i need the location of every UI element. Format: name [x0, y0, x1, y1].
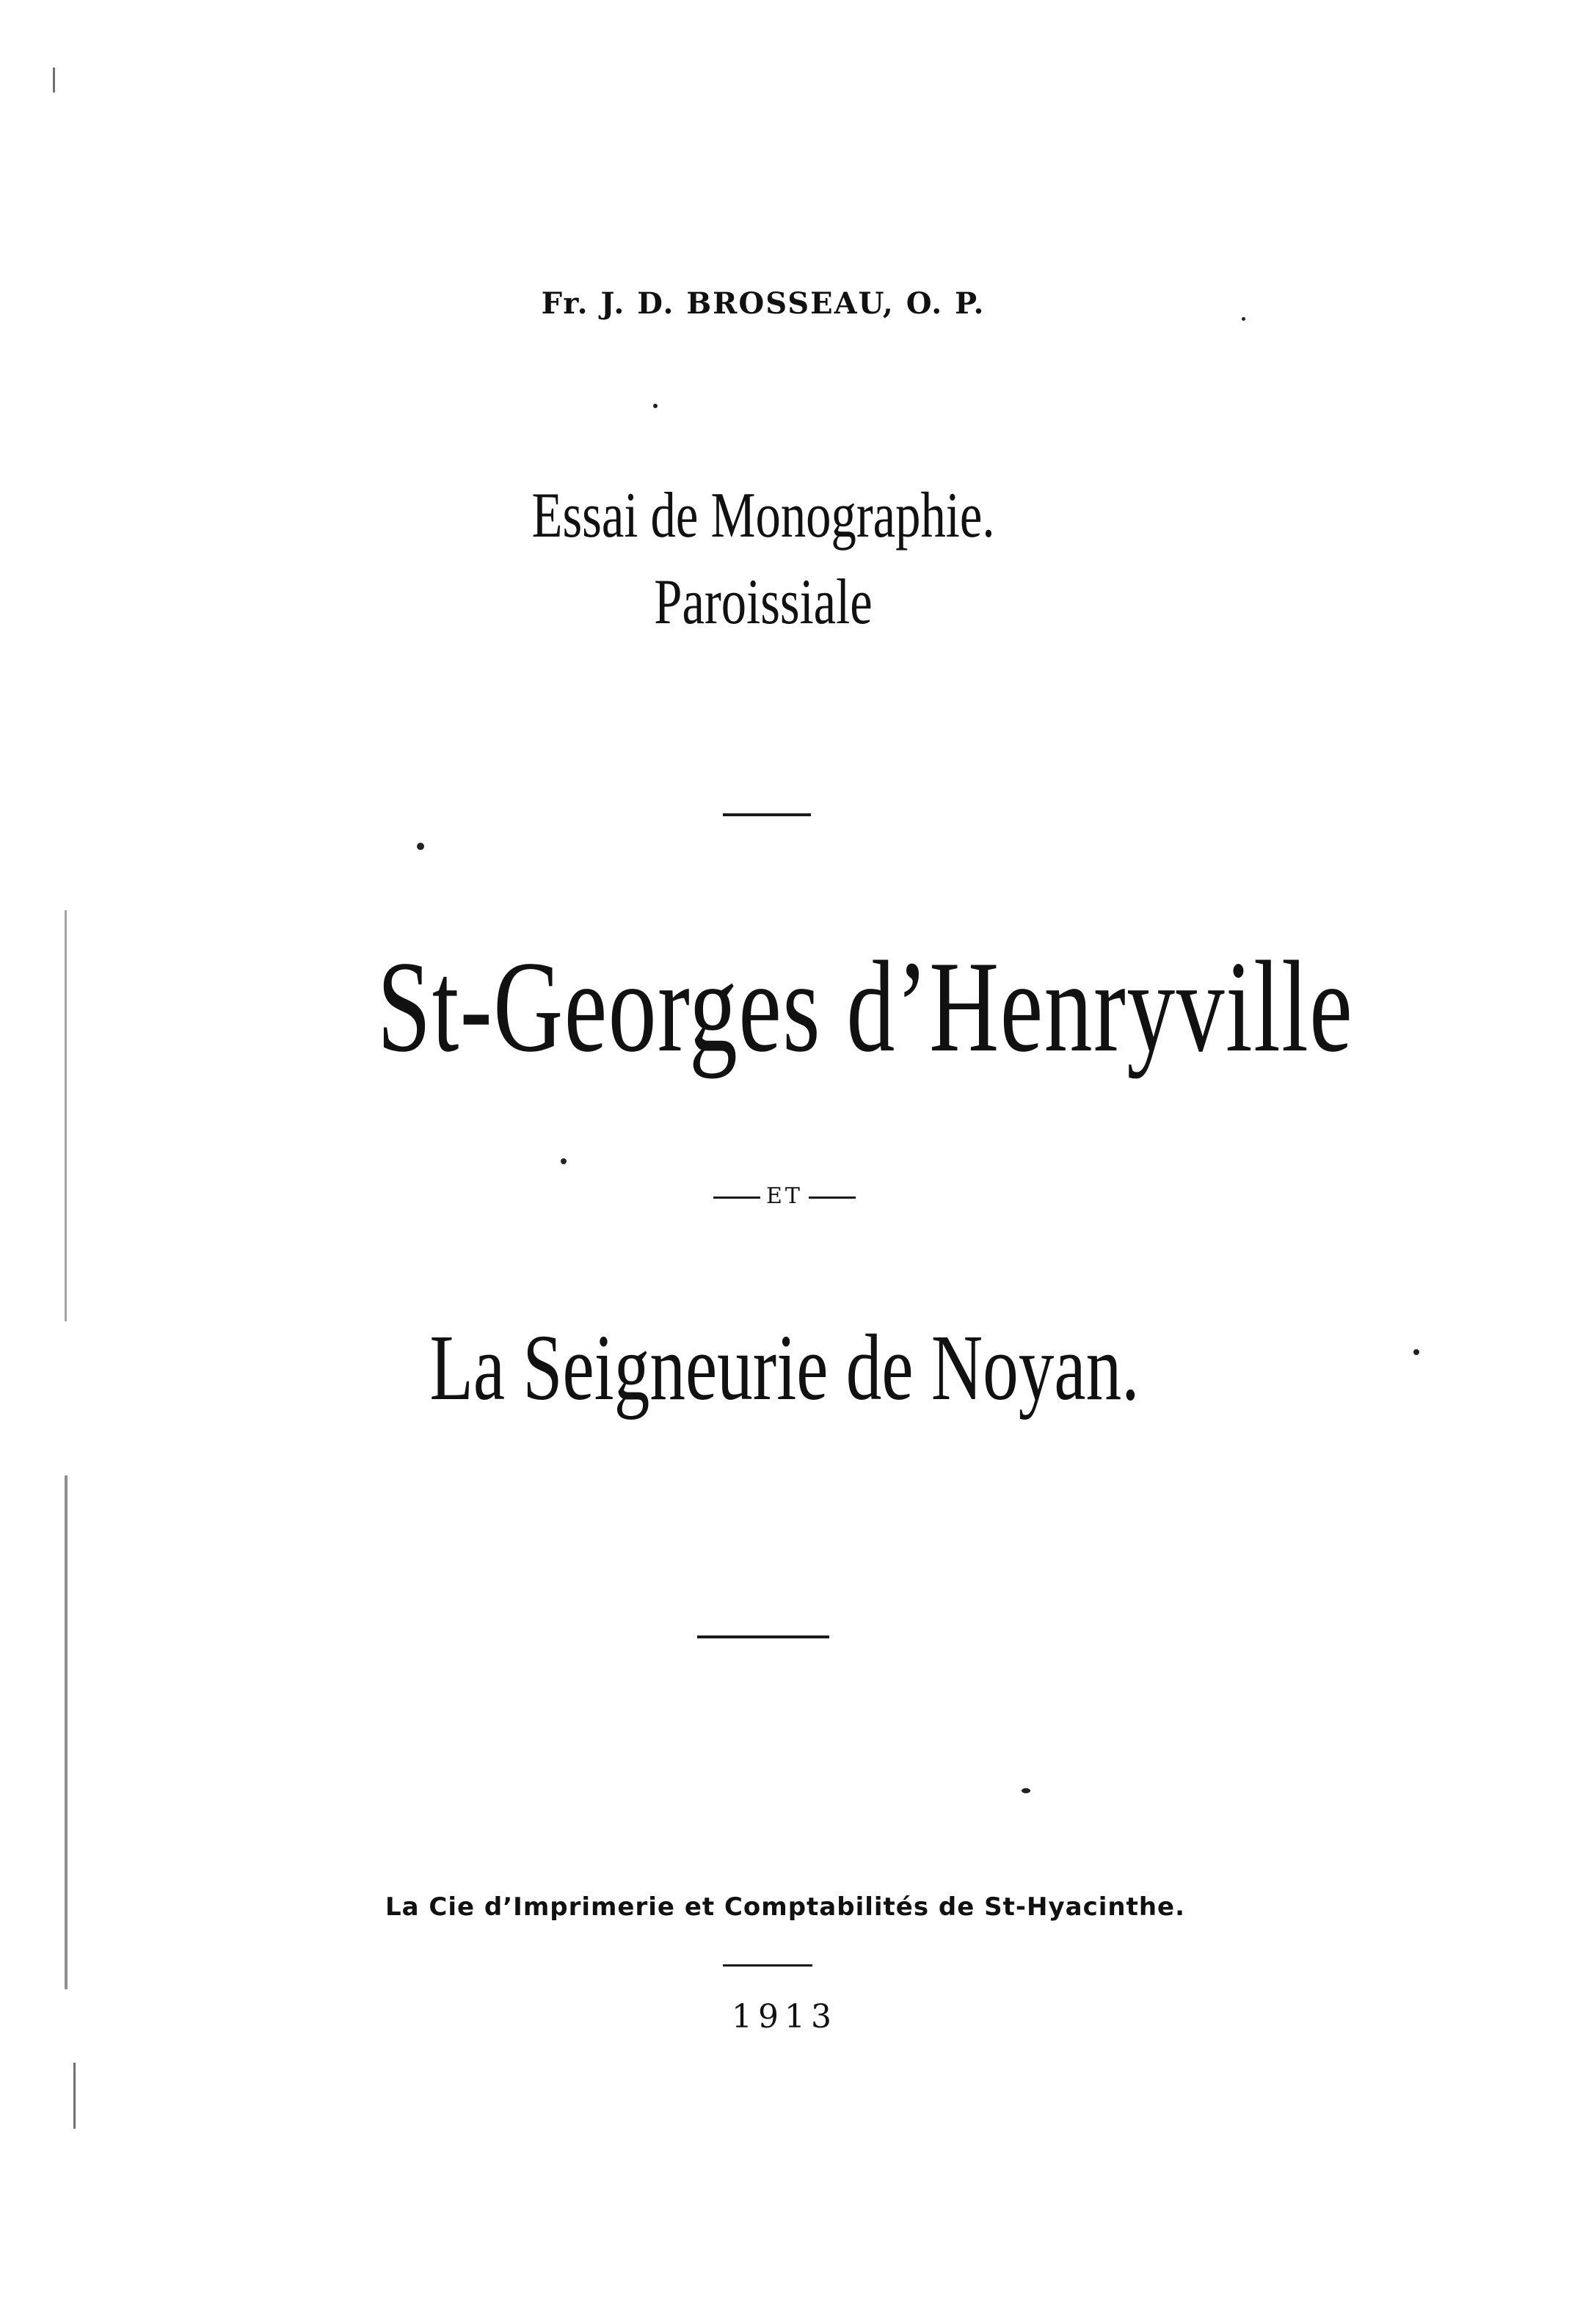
author-line: Fr. J. D. BROSSEAU, O. P.: [541, 286, 986, 321]
essay-title-line-2: Paroissiale: [654, 567, 873, 638]
scan-speck: [417, 843, 424, 850]
scan-edge-mark: [73, 2063, 76, 2129]
divider-rule-top: [723, 813, 811, 816]
scan-speck: [1242, 317, 1245, 321]
conjunction-line: [674, 1183, 895, 1209]
scan-edge-mark: [65, 910, 67, 1321]
scan-speck: [653, 404, 658, 408]
publication-year: 1913: [732, 1998, 837, 2036]
scan-speck: [1413, 1349, 1419, 1355]
scan-edge-mark: [53, 68, 55, 92]
essay-title-line-1: Essai de Monographie.: [531, 480, 995, 551]
scan-speck: [1022, 1788, 1030, 1793]
dash-right: [809, 1197, 856, 1199]
subtitle: La Seigneurie de Noyan.: [429, 1315, 1140, 1420]
conjunction-text: ET: [766, 1183, 803, 1209]
scan-speck: [561, 1158, 567, 1164]
main-title: St-Georges d’Henryville: [377, 934, 1354, 1079]
scan-edge-mark: [65, 1475, 68, 1989]
dash-left: [713, 1197, 760, 1199]
printer-line: La Cie d’Imprimerie et Comptabilités de St-Hyacinthe.: [385, 1892, 1186, 1922]
divider-rule-middle: [697, 1635, 829, 1638]
divider-rule-bottom: [723, 1964, 812, 1967]
